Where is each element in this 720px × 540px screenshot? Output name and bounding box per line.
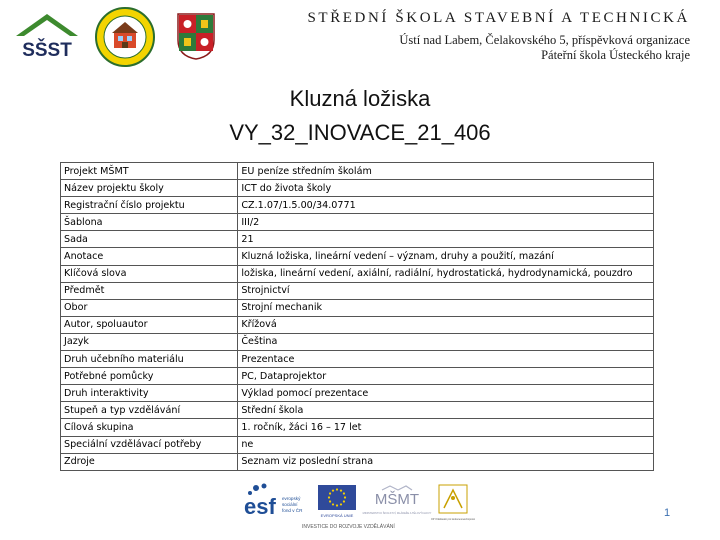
row-key: Cílová skupina [61,419,238,436]
eu-star-icon [344,496,346,498]
ministry-caption: MINISTERSTVO ŠKOLSTVÍ, MLÁDEŽE A TĚLOVÝCHOVY [362,512,432,515]
school-round-logo [94,6,156,68]
row-value: Kluzná ložiska, lineární vedení – význam, druhy a použití, mazání [238,248,654,265]
eu-star-icon [343,492,345,494]
row-value: Strojnictví [238,282,654,299]
table-row [61,265,654,282]
table-row [61,282,654,299]
row-key: Obor [61,299,238,316]
ssst-logo [14,12,80,60]
row-key: Autor, spoluautor [61,316,238,333]
row-value: Prezentace [238,351,654,368]
row-key: Anotace [61,248,238,265]
row-value: Čeština [238,333,654,350]
eu-star-icon [329,500,331,502]
row-value: 21 [238,231,654,248]
table-row [61,385,654,402]
row-value: ne [238,436,654,453]
school-subtitle: Páteřní škola Ústeckého kraje [541,48,690,62]
table-row [61,419,654,436]
table-row [61,299,654,316]
regional-crest-icon [176,12,216,60]
row-value: Seznam viz poslední strana [238,453,654,470]
row-key: Stupeň a typ vzdělávání [61,402,238,419]
row-key: Jazyk [61,333,238,350]
esf-caption-3: fond v ČR [282,508,303,513]
table-row [61,231,654,248]
table-row [61,368,654,385]
row-key: Zdroje [61,453,238,470]
table-row [61,197,654,214]
row-key: Název projektu školy [61,180,238,197]
row-value: EU peníze středním školám [238,163,654,180]
row-value: ICT do života školy [238,180,654,197]
row-value: III/2 [238,214,654,231]
school-address: Ústí nad Labem, Čelakovského 5, příspěvková organizace [399,33,690,47]
op-caption: OP Vzdělávání pro konkurenceschopnost [431,518,475,521]
footer-tagline: INVESTICE DO ROZVOJE VZDĚLÁVÁNÍ [302,524,395,530]
esf-logo-text: esf [244,494,276,519]
eu-star-icon [328,496,330,498]
row-value: Strojní mechanik [238,299,654,316]
esf-caption-1: evropský [282,496,301,501]
row-key: Potřebné pomůcky [61,368,238,385]
table-row [61,453,654,470]
table-row [61,248,654,265]
presentation-title: Kluzná ložiska [289,86,431,111]
row-value: Křížová [238,316,654,333]
esf-logo [244,484,303,520]
row-key: Projekt MŠMT [61,163,238,180]
eu-star-icon [332,503,334,505]
row-value: Výklad pomocí prezentace [238,385,654,402]
eu-flag-icon [318,485,356,518]
msmt-logo [363,486,432,515]
row-value: ložiska, lineární vedení, axiální, radiální, hydrostatická, hydrodynamická, pouzdro [238,265,654,282]
eu-star-icon [340,489,342,491]
row-key: Speciální vzdělávací potřeby [61,436,238,453]
row-key: Druh interaktivity [61,385,238,402]
msmt-logo-text: MŠMT [374,491,420,508]
eu-star-icon [332,489,334,491]
table-row [61,333,654,350]
row-value: Střední škola [238,402,654,419]
row-key: Registrační číslo projektu [61,197,238,214]
row-key: Sada [61,231,238,248]
table-row [61,163,654,180]
eu-star-icon [340,503,342,505]
table-row [61,402,654,419]
row-key: Klíčová slova [61,265,238,282]
eu-star-icon [336,488,338,490]
esf-caption-2: sociální [282,502,298,507]
metadata-table [60,162,654,471]
eu-caption: EVROPSKÁ UNIE [320,513,354,518]
row-key: Druh učebního materiálu [61,351,238,368]
row-value: 1. ročník, žáci 16 – 17 let [238,419,654,436]
school-name: STŘEDNÍ ŠKOLA STAVEBNÍ A TECHNICKÁ [307,10,690,26]
funding-logos [242,482,480,532]
eu-star-icon [343,500,345,502]
table-row [61,351,654,368]
eu-star-icon [336,504,338,506]
page-number: 1 [664,507,671,519]
op-vk-logo [431,485,475,521]
material-code: VY_32_INOVACE_21_406 [229,120,491,145]
table-row [61,214,654,231]
ssst-logo-text: SŠST [22,40,72,60]
row-key: Předmět [61,282,238,299]
table-row [61,436,654,453]
table-row [61,180,654,197]
row-value: PC, Dataprojektor [238,368,654,385]
table-row [61,316,654,333]
row-value: CZ.1.07/1.5.00/34.0771 [238,197,654,214]
eu-star-icon [329,492,331,494]
row-key: Šablona [61,214,238,231]
